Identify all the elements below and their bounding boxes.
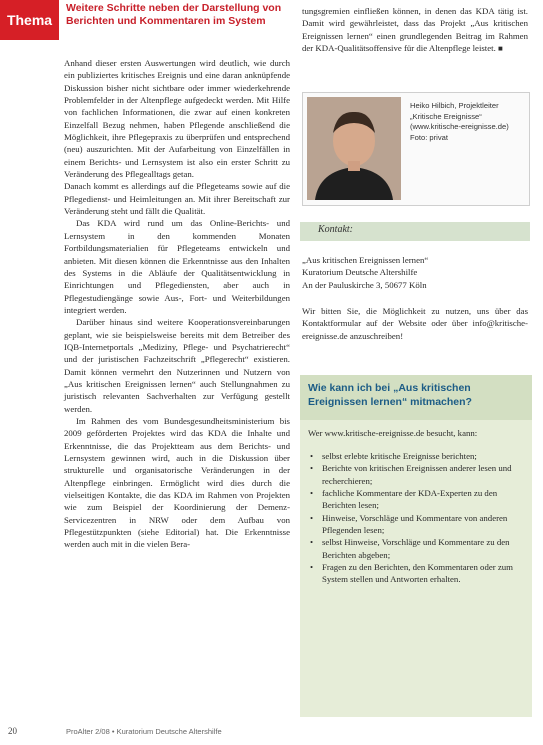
footer-publication: ProAlter 2/08 • Kuratorium Deutsche Altershilfe	[66, 727, 222, 736]
list-item: • selbst Hinweise, Vorschläge und Kommentare zu den Berichten abgeben;	[310, 537, 510, 560]
right-column-continuation	[302, 5, 528, 55]
caption-line: Foto: privat	[410, 132, 448, 142]
bullet-icon: •	[310, 512, 314, 523]
list-item: • Hinweise, Vorschläge und Kommentare von anderen Pflegenden lesen;	[310, 512, 508, 536]
infobox-title: Wie kann ich bei „Aus kritischen Ereignissen lernen“ mitmachen?	[308, 382, 472, 408]
bullet-icon: •	[310, 488, 314, 499]
infobox-intro: Wer www.kritische-ereignisse.de besucht, kann:	[308, 428, 478, 438]
left-column	[64, 57, 290, 551]
list-item: • selbst erlebte kritische Ereignisse berichten;	[310, 451, 477, 461]
kontakt-title: Kontakt:	[318, 224, 353, 235]
bullet-icon: •	[310, 537, 314, 548]
caption-line: (www.kritische-ereignisse.de)	[410, 122, 509, 131]
article-headline: Weitere Schritte neben der Darstellung von Berichten und Kommentaren im System	[66, 2, 282, 27]
page-number: 20	[8, 726, 17, 736]
paragraph: Das KDA wird rund um das Online-Berichts- und Lernsystem in den kommenden Monaten Fortbildungsmaterialien für Pflegeteams entwickeln und anbieten. Mit diesen können die Erkenntnisse aus den Inhalten des Systems in die Abläufe der Qualitätsentwicklung in Einrichtungen und Pflegediensten, aber auch in Pflegestudiengänge sowie Aus-, Fort- und Weiterbildungen integriert werden.	[64, 218, 290, 315]
paragraph: Danach kommt es allerdings auf die Pflegeteams sowie auf die Pflegedienst- und Heimleitungen an. Mit ihrer Bereitschaft zur Veränderung steht und fällt die Qualität.	[64, 181, 290, 217]
bullet-icon: •	[310, 463, 314, 474]
portrait-image	[307, 97, 401, 200]
paragraph: tungsgremien einfließen können, in denen das KDA tätig ist. Damit wird gewährleistet, dass das Projekt „Aus kritischen Ereignissen lernen“ einen grundlegenden Beitrag im Rahmen der KDA-Qualitätsoffensive für die Altenpflege leistet.	[302, 6, 528, 54]
kontakt-text: Wir bitten Sie, die Möglichkeit zu nutzen, uns über das Kontaktformular auf der Website oder über info@kritische-ereignisse.de anzuschreiben!	[302, 306, 528, 341]
caption-line: „Kritische Ereignisse“	[410, 111, 482, 121]
section-tab: Thema	[0, 0, 59, 40]
photo-caption	[410, 101, 528, 143]
list-item: • Fragen zu den Berichten, den Kommentaren oder zum System stellen und Antworten erhalten.	[310, 562, 514, 585]
list-item: • Berichte von kritischen Ereignissen anderer lesen und recherchieren;	[310, 463, 512, 486]
infobox-list	[308, 450, 526, 586]
portrait-photo	[307, 97, 401, 200]
paragraph: Darüber hinaus sind weitere Kooperationsvereinbarungen geplant, wie sie beispielsweise bereits mit dem Betreiber des IQB-Internetportals „Mediziny, Pflege- und Psychatrierecht“ und der juristischen Fachzeitschrift „Pflegerecht“ existieren. Damit können vermehrt den Nutzerinnen und Nutzern von „Aus kritischen Ereignissen lernen“ auch Stellungnahmen zu juristisch relevanten Sachverhalten zur Verfügung gestellt werden.	[64, 317, 290, 414]
end-mark: ■	[498, 44, 503, 54]
kontakt-address	[302, 254, 528, 291]
paragraph: Im Rahmen des vom Bundesgesundheitsministerium bis 2009 geförderten Projektes wird das KDA die Inhalte und Erkenntnisse, die das Projektteam aus dem Berichts- und Lernsystem gewinnen wird, auch in die Diskussion über strukturelle und organisatorische Veränderungen in der Altenpflege einbringen. Ermöglicht wird dies durch die vielseitigen Kontakte, die das KDA im Rahmen von Projekten wie zum Beispiel der Koordinierung der Demenz-Servicezentren in NRW oder dem Aufbau von Pflegestützpunkten (siehe Editorial) hat. Die Erkenntnisse werden auch mit in die vielen Bera-	[64, 415, 290, 550]
bullet-icon: •	[310, 451, 314, 461]
list-item: • fachliche Kommentare der KDA-Experten zu den Berichten lesen;	[310, 488, 498, 511]
address-line: Kuratorium Deutsche Altershilfe	[302, 267, 418, 278]
bullet-icon: •	[310, 562, 314, 573]
address-line: „Aus kritischen Ereignissen lernen“	[302, 255, 429, 265]
caption-line: Heiko Hilbich, Projektleiter	[410, 101, 499, 110]
paragraph: Anhand dieser ersten Auswertungen wird deutlich, wie durch ein publiziertes kritisches Ereignis und eine daran anknüpfende Diskussion bisher nicht sichtbare oder immer wiederkehrende Problemfelder in der Altenpflege aufgedeckt werden. Mit Hilfe von fachlichen Informationen, die zwar auf einen konkreten Einzelfall Bezug nehmen, haben Pflegende anschließend die Möglichkeit, ihre Pflegepraxis zu überprüfen und entsprechend (neu) auszurichten. Mit der Aufarbeitung von Einzelfällen in einem Berichts- und Lernsystem ist also ein erster Schritt zu Veränderung des Pflegealltags getan.	[64, 58, 290, 180]
address-line: An der Pauluskirche 3, 50677 Köln	[302, 279, 427, 290]
